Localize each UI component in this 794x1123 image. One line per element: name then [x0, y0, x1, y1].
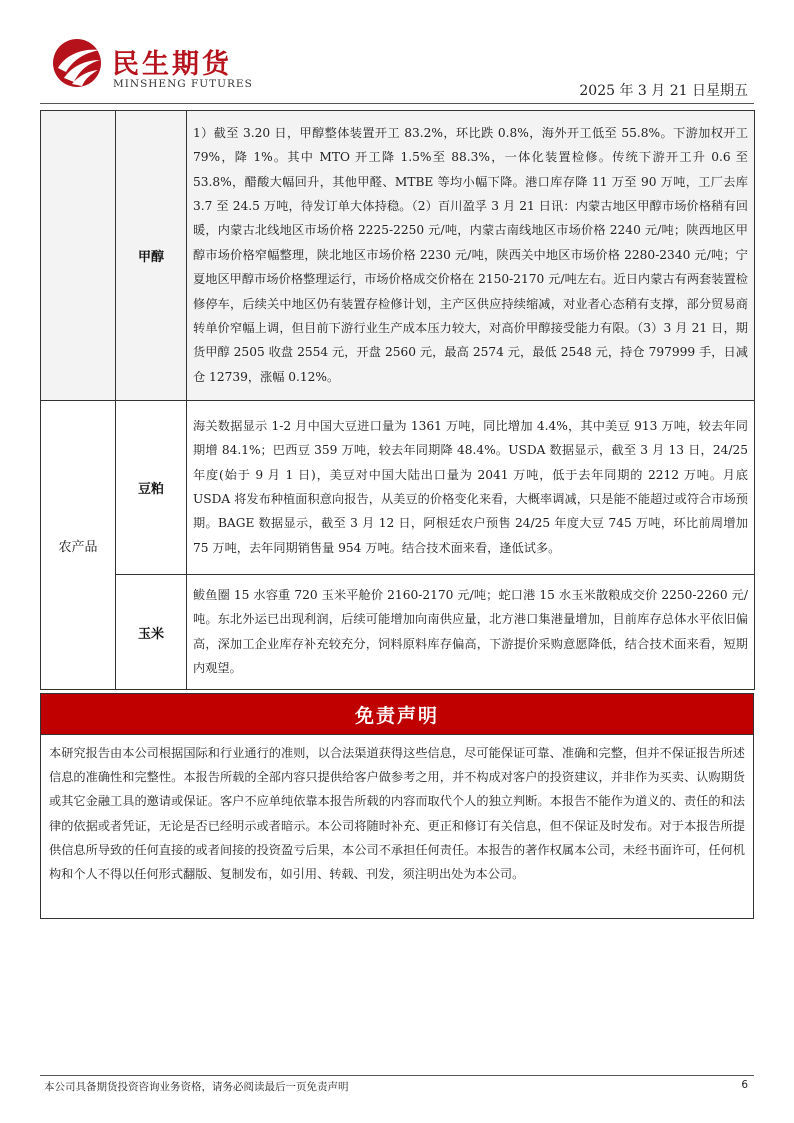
footer-note: 本公司具备期货投资咨询业务资格，请务必阅读最后一页免责声明: [44, 1081, 349, 1093]
disclaimer-banner: [40, 693, 754, 735]
category-label-agri: 农产品: [41, 401, 116, 690]
table-row-soymeal: [41, 401, 755, 575]
page-number: 6: [741, 1079, 748, 1091]
minsheng-logo-icon: [50, 38, 104, 88]
company-name-cn: 民生期货: [112, 49, 232, 80]
disclaimer-body: 本研究报告由本公司根据国际和行业通行的准则，以合法渠道获得这些信息，尽可能保证可靠、准确和完整，但并不保证报告所述信息的准确性和完整性。本报告所载的全部内容只提供给客户做参考之用，并不构成对客户的投资建议，并非作为买卖、认购期货或其它金融工具的邀请或保证。客户不应单纯依靠本报告所载的内容而取代个人的独立判断。本报告不能作为道义的、责任的和法律的依据或者凭证，无论是否已经明示或者暗示。本公司将随时补充、更正和修订有关信息，但不保证及时发布。对于本报告所提供信息所导致的任何直接的或者间接的投资盈亏后果，本公司不承担任何责任。本报告的著作权属本公司，未经书面许可，任何机构和个人不得以任何形式翻版、复制发布，如引用、转载、刊发，须注明出处为本公司。: [40, 735, 754, 919]
table-row-methanol: [41, 111, 755, 401]
product-label-corn: 玉米: [116, 575, 187, 690]
product-label-methanol: 甲醇: [116, 111, 187, 401]
disclaimer-title: 免责声明: [354, 704, 439, 727]
header-divider: [40, 103, 754, 104]
page-header: [40, 30, 754, 102]
company-name-en: MINSHENG FUTURES: [113, 78, 253, 90]
product-analysis-methanol: 1）截至 3.20 日，甲醇整体装置开工 83.2%，环比跌 0.8%，海外开工低至 55.8%。下游加权开工 79%，降 1%。其中 MTO 开工降 1.5%至 88.3%，一体化装置检修。传统下游开工升 0.6 至 53.8%，醋酸大幅回升，其他甲醛、MTBE 等均小幅下降。港口库存降 11 万至 90 万吨，工厂去库 3.7 至 24.5 万吨，待发订单大体持稳。（2）百川盈孚 3 月 21 日讯：内蒙古地区甲醇市场价格稍有回暖，内蒙古北线地区市场价格 2225-2250 元/吨，内蒙古南线地区市场价格 2240 元/吨；陕西地区甲醇市场价格窄幅整理，陕北地区市场价格 2230 元/吨，陕西关中地区市场价格 2280-2340 元/吨；宁夏地区甲醇市场价格整理运行，市场价格成交价格在 2150-2170 元/吨左右。近日内蒙古有两套装置检修停车，后续关中地区仍有装置存检修计划，主产区供应持续缩减，对业者心态稍有支撑，部分贸易商转单价窄幅上调，但目前下游行业生产成本压力较大，对高价甲醇接受能力有限。（3）3 月 21 日，期货甲醇 2505 收盘 2554 元，开盘 2560 元，最高 2574 元，最低 2548 元，持仓 797999 手，日减仓 12739，涨幅 0.12%。: [187, 111, 755, 401]
product-analysis-soymeal: 海关数据显示 1-2 月中国大豆进口量为 1361 万吨，同比增加 4.4%，其中美豆 913 万吨，较去年同期增 84.1%；巴西豆 359 万吨，较去年同期降 48.4%。USDA 数据显示，截至 3 月 13 日，24/25 年度(始于 9 月 1 日)，美豆对中国大陆出口量为 2041 万吨，低于去年同期的 2212 万吨。月底 USDA 将发布种植面积意向报告，从美豆的价格变化来看，大概率调减，只是能不能超过或符合市场预期。BAGE 数据显示，截至 3 月 12 日，阿根廷农户预售 24/25 年度大豆 745 万吨，环比前周增加 75 万吨，去年同期销售量 954 万吨。结合技术面来看，逢低试多。: [187, 401, 755, 575]
product-analysis-corn: 鲅鱼圈 15 水容重 720 玉米平舱价 2160-2170 元/吨；蛇口港 15 水玉米散粮成交价 2250-2260 元/吨。东北外运已出现利润，后续可能增加向南供应量，北方港口集港量增加，目前库存总体水平依旧偏高，深加工企业库存补充较充分，饲料原料库存偏高，下游提价采购意愿降低，结合技术面来看，短期内观望。: [187, 575, 755, 690]
footer-divider: [40, 1075, 754, 1076]
table-row-corn: [41, 575, 755, 690]
commodity-table: [40, 110, 755, 690]
product-label-soymeal: 豆粕: [116, 401, 187, 575]
report-date: 2025 年 3 月 21 日星期五: [579, 83, 748, 99]
category-cell-empty: [41, 111, 116, 401]
